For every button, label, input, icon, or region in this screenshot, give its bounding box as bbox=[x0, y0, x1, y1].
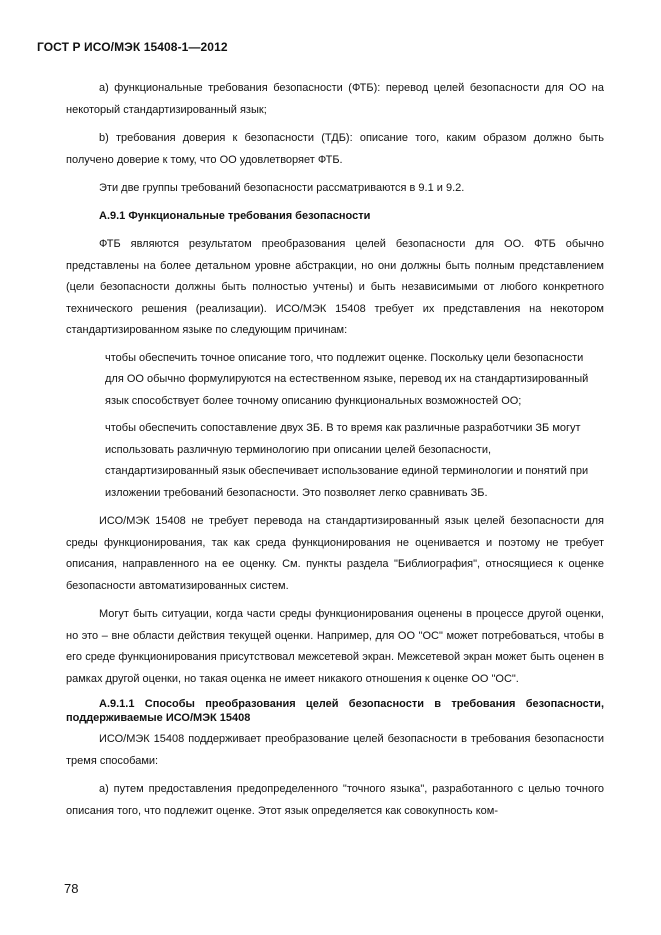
paragraph: ИСО/МЭК 15408 не требует перевода на стандартизированный язык целей безопасности для среды функционирования, так как среда функционирования не оценивается и поэтому не требует описания, направленного на ее оценку. См. пункты раздела "Библиография", относящиеся к оценке безопасности автоматизированных систем. bbox=[66, 515, 604, 592]
section-heading: А.9.1 Функциональные требования безопасности bbox=[99, 209, 371, 222]
paragraph: а) путем предоставления предопределенного "точного языка", разработанного с целью точного описания того, что подлежит оценке. Этот язык определяется как совокупность ком- bbox=[66, 783, 604, 817]
paragraph: ИСО/МЭК 15408 поддерживает преобразование целей безопасности в требования безопасности тремя способами: bbox=[66, 733, 604, 767]
list-item: чтобы обеспечить сопоставление двух ЗБ. В то время как различные разработчики ЗБ могут использовать различную терминологию при описании целей безопасности, стандартизированный язык обеспечивает использование единой терминологии и понятий при изложении требований безопасности. Это позволяет легко сравнивать ЗБ. bbox=[105, 422, 589, 499]
page-content bbox=[66, 78, 604, 822]
paragraph: Могут быть ситуации, когда части среды функционирования оценены в процессе другой оценки, но это – вне области действия текущей оценки. Например, для ОО "ОС" может потребоваться, чтобы в его среде функционирования присутствовал межсетевой экран. Межсетевой экран может быть оценен в рамках другой оценки, но такая оценка не имеет никакого отношения к оценке ОО "ОС". bbox=[66, 608, 604, 685]
standard-header: ГОСТ Р ИСО/МЭК 15408-1—2012 bbox=[37, 40, 228, 54]
paragraph: ФТБ являются результатом преобразования целей безопасности для ОО. ФТБ обычно представлены на более детальном уровне абстракции, но они должны быть полным представлением (цели безопасности должны быть полностью учтены) и быть независимыми от любого конкретного технического решения (реализации). ИСО/МЭК 15408 требует их представления на некотором стандартизированном языке по следующим причинам: bbox=[66, 238, 604, 336]
page-number: 78 bbox=[64, 881, 79, 896]
paragraph: b) требования доверия к безопасности (ТДБ): описание того, каким образом должно быть получено доверие к тому, что ОО удовлетворяет ФТБ. bbox=[66, 132, 604, 166]
paragraph: а) функциональные требования безопасности (ФТБ): перевод целей безопасности для ОО на некоторый стандартизированный язык; bbox=[66, 82, 604, 116]
subsection-heading: А.9.1.1 Способы преобразования целей безопасности в требования безопасности, поддерживаемые ИСО/МЭК 15408 bbox=[66, 698, 604, 724]
paragraph: Эти две группы требований безопасности рассматриваются в 9.1 и 9.2. bbox=[99, 182, 465, 194]
list-item: чтобы обеспечить точное описание того, что подлежит оценке. Поскольку цели безопасности для ОО обычно формулируются на естественном языке, перевод их на стандартизированный язык способствует более точному описанию функциональных возможностей ОО; bbox=[105, 351, 589, 407]
